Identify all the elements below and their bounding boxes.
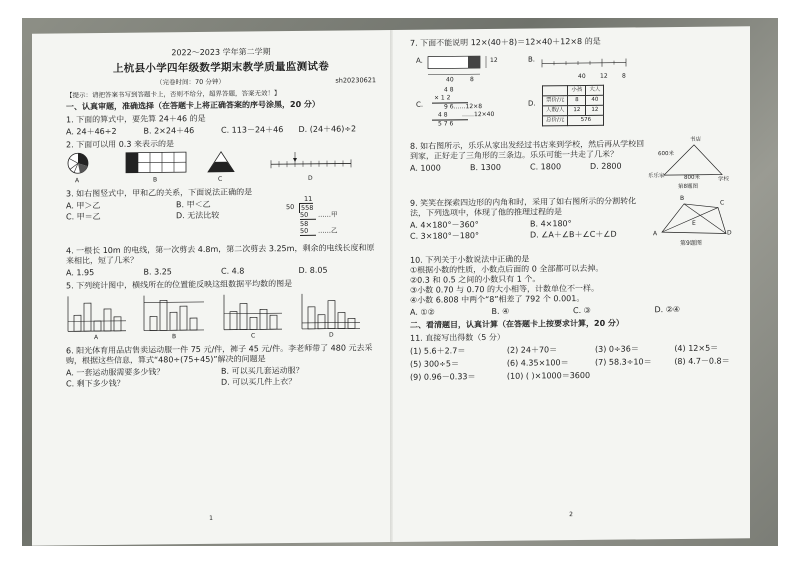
question-text: 4. 一根长 10m 的电线，第一次剪去 4.8m，第二次剪去 3.25m，剩余的电线长度和原来相比，短了几米？ xyxy=(66,243,375,266)
statement-4: ④小数 6.808 中两个“8”相差了 792 个 0.001。 xyxy=(410,293,585,305)
q7d-table xyxy=(542,85,604,127)
option-d: D. 2800 xyxy=(590,161,622,171)
figure-c-triangle xyxy=(208,152,234,172)
options xyxy=(66,266,376,279)
question-4 xyxy=(66,244,376,279)
label-d: D xyxy=(308,175,313,183)
option-a: A. 1000 xyxy=(410,163,441,173)
point-c: C xyxy=(720,199,725,207)
option-c: C. 1800 xyxy=(530,162,562,172)
statement-1: ①根据小数的性质，小数点后面的 0 全部都可以去掉。 xyxy=(410,263,604,275)
yi-label: ……乙 xyxy=(318,226,338,236)
page-number: 2 xyxy=(569,510,573,518)
figure-d-numberline xyxy=(271,152,351,169)
question-text: 8. 如右图所示，乐乐从家出发经过书店来到学校，然后再从学校回到家，正好走了三角形的三条边。乐乐可能一共走了几米？ xyxy=(410,139,645,161)
q9-figure xyxy=(653,194,736,250)
label-800: 800米 xyxy=(684,174,700,181)
point-e: E xyxy=(692,219,696,227)
point-a: A xyxy=(653,230,658,238)
label-d: D. xyxy=(528,99,536,108)
question-11 xyxy=(410,330,736,382)
calc-line-3: 9 6……12×8 xyxy=(444,103,483,111)
step-2: 58 xyxy=(300,219,316,228)
option-d: D. (24＋46)÷2 xyxy=(298,124,357,135)
option-b: B. 2×24＋46 xyxy=(143,126,195,136)
page-1 xyxy=(32,30,390,546)
label-b: B. xyxy=(528,55,536,64)
calc-item: (9) 0.96－0.33＝ xyxy=(410,372,476,382)
q2-figures xyxy=(66,148,376,187)
fig-caption: 第8题图 xyxy=(678,183,698,190)
option-b: B. 可以买几套运动服？ xyxy=(221,366,304,377)
option-c: C. 4.8 xyxy=(221,266,245,277)
step-1: 50 xyxy=(300,211,309,220)
calc-item: (8) 4.7－0.8＝ xyxy=(674,356,730,367)
option-b: B. 甲＜乙 xyxy=(176,200,211,210)
label-c: C xyxy=(251,332,256,340)
label-home: 乐乐家 xyxy=(648,173,665,180)
q7c-vertical-calc xyxy=(432,86,512,129)
notice: 【提示：请把答案书写到答题卡上，否则不给分，超界答题，答案无效！】 xyxy=(66,89,281,100)
label-shop: 书店 xyxy=(690,136,702,143)
option-d: D. 可以买几件上衣？ xyxy=(221,377,297,388)
option-a: A. 4×180°－360° xyxy=(410,220,479,230)
question-3 xyxy=(66,187,376,244)
page-number: 1 xyxy=(209,514,213,522)
a-len-8: 8 xyxy=(470,76,474,84)
option-b: B. 4×180° xyxy=(530,219,572,229)
question-1 xyxy=(66,113,376,138)
term-label: 2022～2023 学年第二学期 xyxy=(171,47,271,58)
label-600: 600米 xyxy=(658,151,674,158)
option-b: B. 1300 xyxy=(470,162,501,173)
point-b: B xyxy=(680,194,685,202)
calc-item: (5) 300÷5＝ xyxy=(410,359,459,369)
statement-3: ③小数 0.70 与 0.70 的大小相等，计数单位不一样。 xyxy=(410,283,599,295)
exam-meta xyxy=(66,76,376,87)
b-len-8: 8 xyxy=(622,72,626,80)
page-2 xyxy=(392,26,750,542)
chart-d xyxy=(302,294,360,330)
label-c: C xyxy=(218,176,223,184)
question-7 xyxy=(410,35,736,138)
options xyxy=(66,199,286,222)
label-b: B xyxy=(153,176,158,184)
a-len-12: 12 xyxy=(490,56,498,64)
label-a: A. xyxy=(416,56,423,65)
point-d: D xyxy=(727,229,732,237)
calc-item: (7) 58.3÷10＝ xyxy=(595,357,652,367)
question-9 xyxy=(410,195,736,252)
option-a: A. 甲＞乙 xyxy=(66,201,101,211)
label-d: D xyxy=(329,331,334,340)
calc-item: (3) 0÷36＝ xyxy=(595,344,639,354)
question-text: 7. 下面不能说明 12×(40＋8)＝12×40＋12×8 的是 xyxy=(410,36,601,48)
options xyxy=(410,304,736,317)
chart-b xyxy=(144,295,204,331)
calc-items xyxy=(410,343,736,382)
question-6 xyxy=(66,344,376,390)
question-5 xyxy=(66,279,376,344)
exam-code: sh20230621 xyxy=(335,76,376,85)
figure-b-rectangle xyxy=(126,153,186,174)
long-division xyxy=(286,197,376,242)
option-d: D. ②④ xyxy=(654,304,681,315)
fig-caption: 第9题图 xyxy=(680,239,702,247)
q7-figures xyxy=(410,45,736,138)
exam-title: 上杭县小学四年级数学期末教学质量监测试卷 xyxy=(113,60,329,75)
question-text: 2. 下面可以用 0.3 来表示的是 xyxy=(66,139,174,150)
question-2 xyxy=(66,138,376,187)
options xyxy=(66,366,376,390)
section-1-heading: 一、认真审题，准确选择（在答题卡上将正确答案的序号涂黑，20 分） xyxy=(66,100,320,112)
option-d: D. 无法比较 xyxy=(176,211,220,221)
option-a: A. 1.95 xyxy=(66,268,95,278)
chart-a xyxy=(68,296,126,332)
a-len-40: 40 xyxy=(446,76,454,84)
calc-line-2: × 1 2 xyxy=(432,94,468,103)
q8-figure xyxy=(648,136,736,193)
calc-line-5: 5 7 6 xyxy=(438,120,454,128)
question-text: 1. 下面的算式中，要先算 24＋46 的是 xyxy=(66,114,206,125)
option-b: B. 3.25 xyxy=(143,267,172,277)
option-c: C. 甲＝乙 xyxy=(66,212,101,222)
calc-item: (6) 4.35×100＝ xyxy=(506,358,569,368)
options xyxy=(410,218,650,242)
calc-item: (1) 5.6＋2.7＝ xyxy=(410,346,466,356)
step-4-line xyxy=(300,235,316,237)
time-note: （完卷时间：70 分钟） xyxy=(156,77,225,87)
option-d: D. 8.05 xyxy=(298,266,328,276)
jia-label: ……甲 xyxy=(318,210,338,220)
calc-line-1: 4 8 xyxy=(444,86,454,94)
option-d: D. ∠A＋∠B＋∠C＋∠D xyxy=(530,229,617,240)
option-c: C. ③ xyxy=(573,305,591,316)
option-c: C. 113－24＋46 xyxy=(221,125,284,136)
chart-c xyxy=(224,295,282,331)
divisor: 50 xyxy=(286,203,295,212)
label-a: A xyxy=(94,334,99,342)
quotient: 11 xyxy=(304,195,313,204)
question-text: 11. 直接写出得数（5 分） xyxy=(410,332,505,343)
dividend: 558 xyxy=(301,204,314,213)
question-text: 9. 笑笑在探索四边形的内角和时，采用了如右图所示的分割转化法，下列选项中，体现了他的推理过程的是 xyxy=(410,196,637,218)
options xyxy=(66,125,376,138)
question-text: 6. 阳光体育用品店售卖运动服一件 75 元/件，裤子 45 元/件。李老师带了 480 元去采购，根据这些信息，算式“480÷(75+45)”解决的问题是 xyxy=(66,343,373,366)
b-len-40: 40 xyxy=(578,72,586,81)
table-row: 票价/元 8 40 xyxy=(543,95,604,106)
calc-line-4: 4 8 ……12×40 xyxy=(432,111,468,120)
exam-sheet xyxy=(32,26,750,546)
option-a: A. 一套运动服需要多少钱？ xyxy=(66,367,165,378)
calc-item: (2) 24＋70＝ xyxy=(506,345,558,355)
options xyxy=(410,161,650,174)
b-len-12: 12 xyxy=(600,72,608,80)
question-10 xyxy=(410,252,736,317)
q5-chart-svg xyxy=(66,289,366,344)
table-header: 小孩 大人 xyxy=(543,85,604,96)
question-text: 3. 如右图竖式中，甲和乙的关系，下面说法正确的是 xyxy=(66,187,253,199)
table-row: 人数/人 12 12 xyxy=(543,105,604,116)
option-a: A. 24＋46÷2 xyxy=(66,127,117,137)
figure-a-circle xyxy=(68,154,88,174)
label-a: A xyxy=(75,177,80,185)
question-text: 5. 下列统计图中，横线所在的位置能反映这组数据平均数的图是 xyxy=(66,279,293,291)
option-a: A. ①② xyxy=(410,307,435,317)
question-text: 10. 下列关于小数说法中正确的是 xyxy=(410,254,530,265)
statement-2: ②0.3 和 0.5 之间的小数只有 1 个。 xyxy=(410,274,541,285)
label-c: C. xyxy=(416,100,424,109)
option-c: C. 剩下多少钱？ xyxy=(66,379,125,389)
question-8 xyxy=(410,138,736,195)
label-school: 学校 xyxy=(718,176,730,183)
option-b: B. ④ xyxy=(491,306,510,316)
calc-item: (4) 12×5＝ xyxy=(674,343,719,354)
table-row: 总价/元 576 xyxy=(543,115,604,126)
step-3: 50 xyxy=(300,227,309,236)
calc-item: (10) ( )×1000＝3600 xyxy=(506,370,591,381)
option-c: C. 3×180°－180° xyxy=(410,231,480,241)
section-2-heading: 二、看清题目，认真计算（在答题卡上按要求计算，20 分） xyxy=(410,318,624,330)
q5-charts xyxy=(66,289,376,344)
label-b: B xyxy=(172,333,177,341)
